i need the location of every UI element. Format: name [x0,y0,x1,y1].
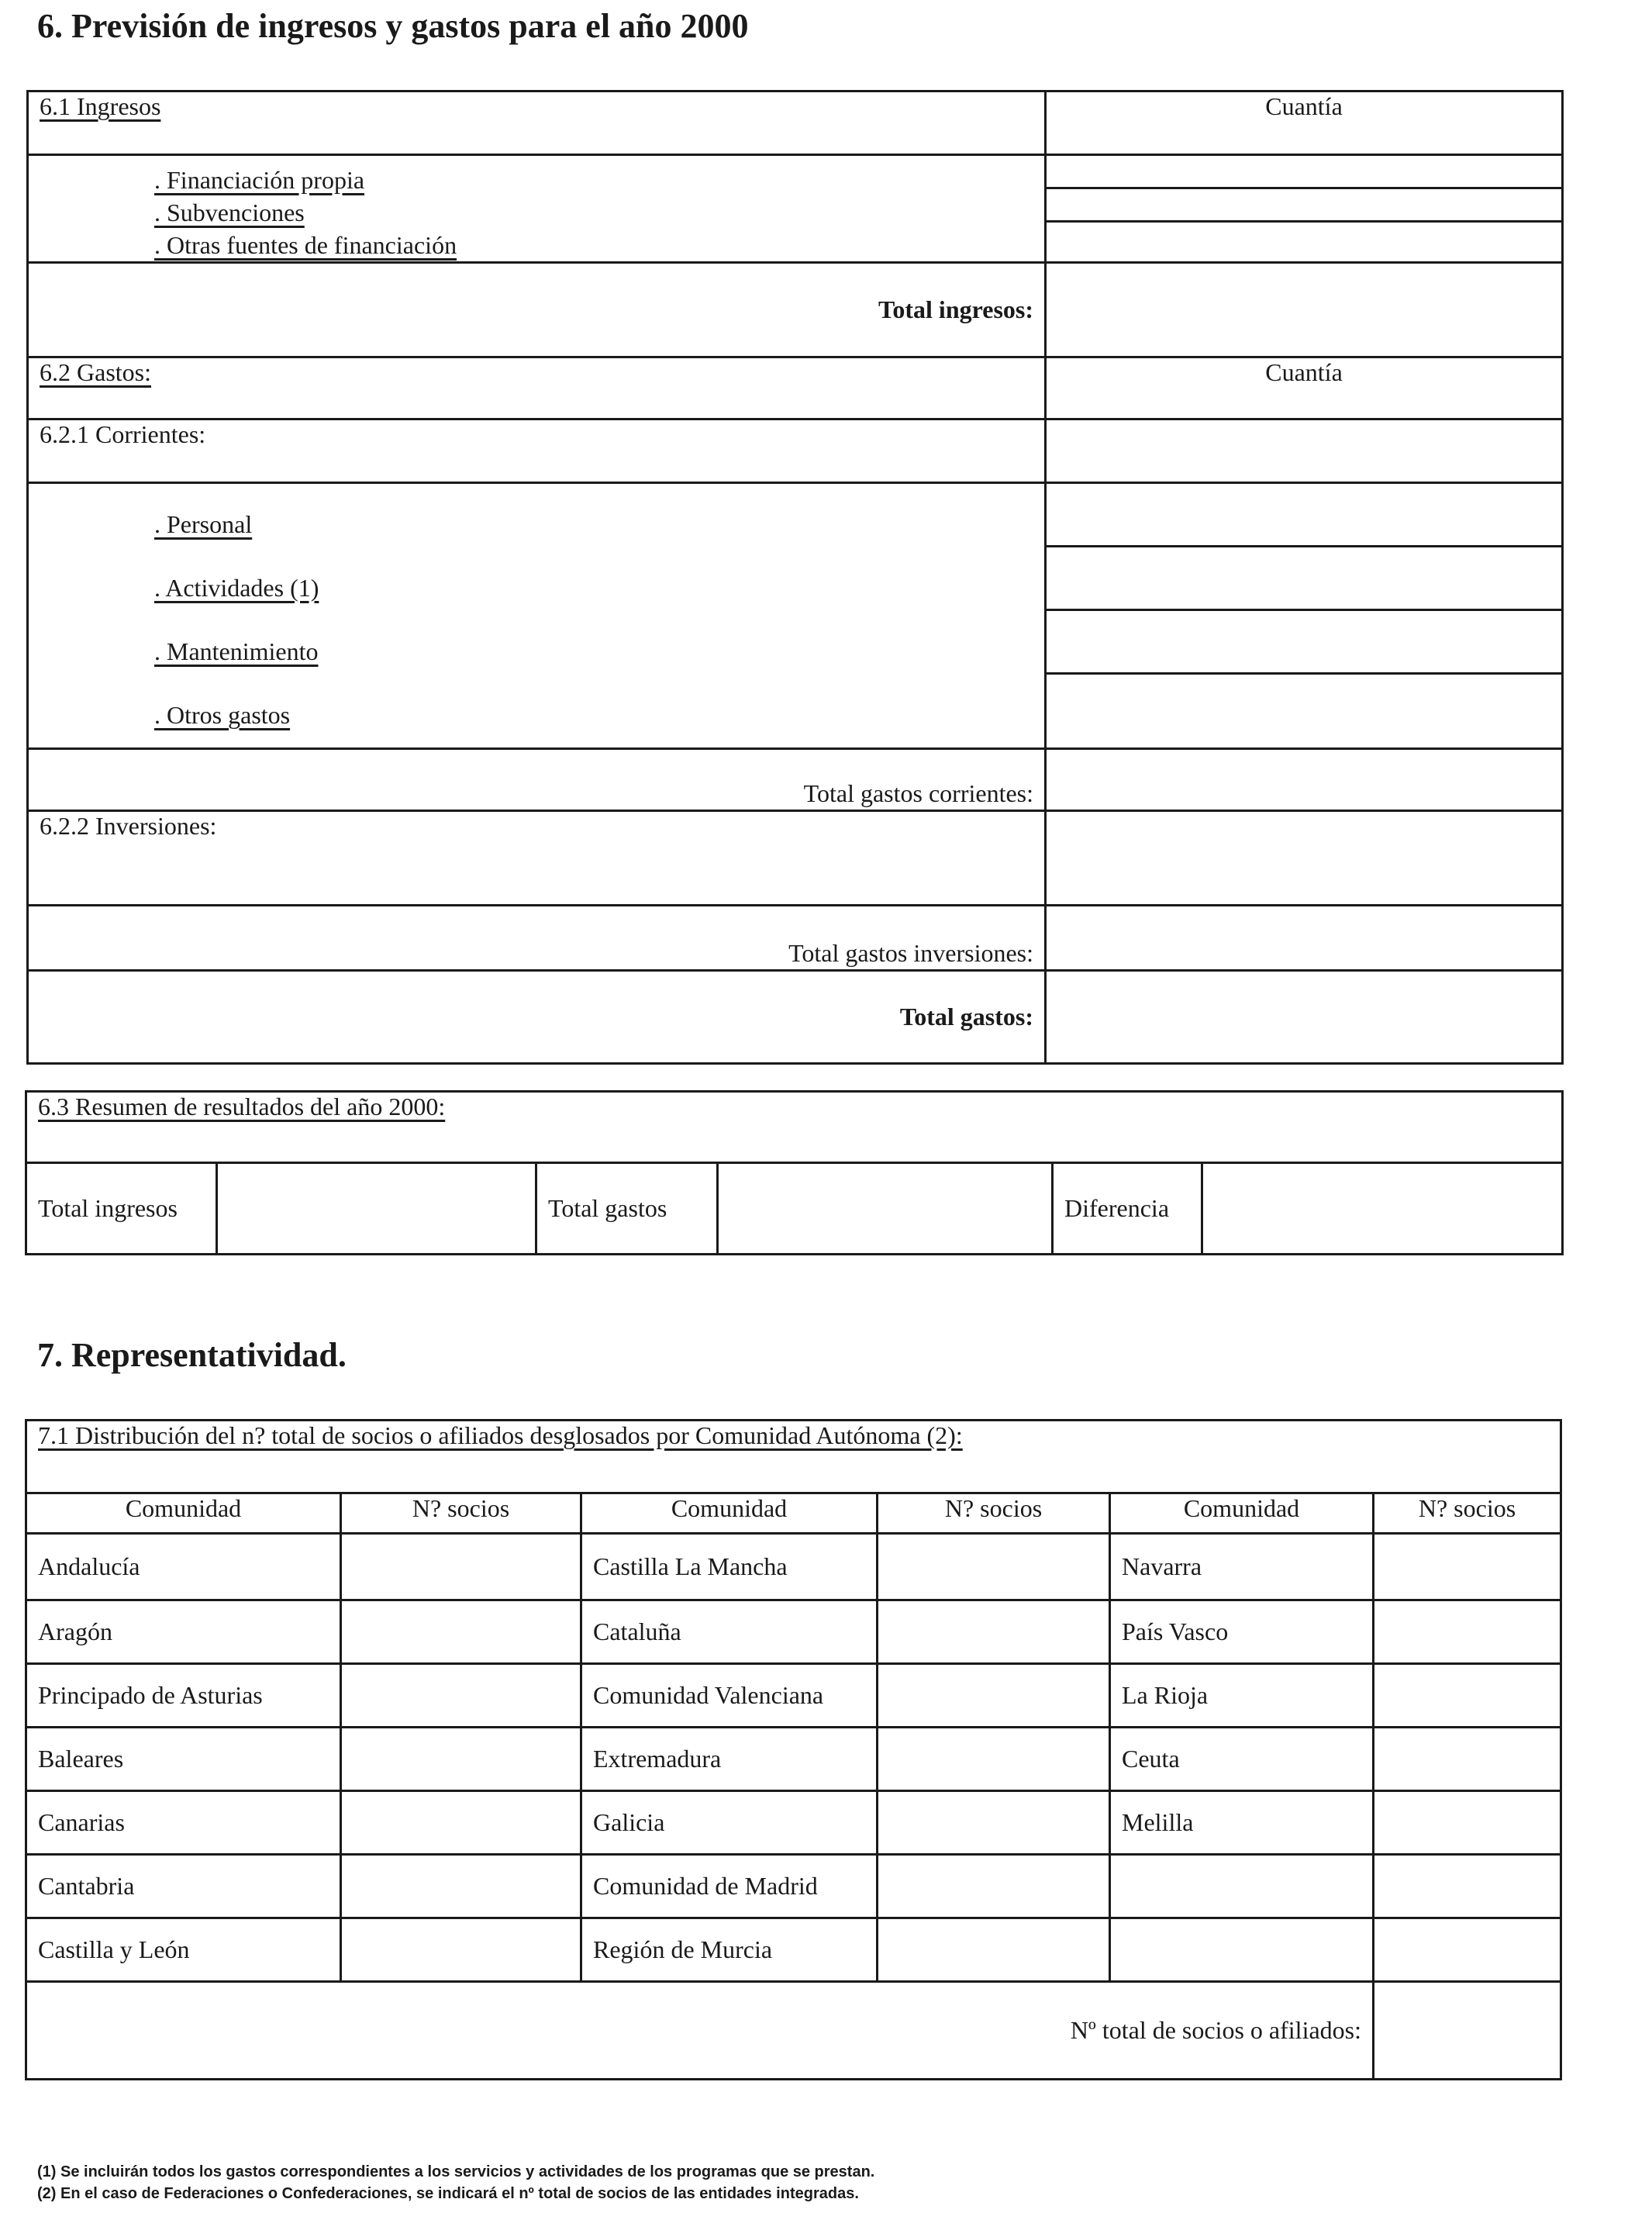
socios-count[interactable] [1374,1918,1561,1982]
socios-count[interactable] [341,1534,581,1600]
col-socios: N? socios [1374,1493,1561,1534]
corrientes-value[interactable] [1046,419,1563,483]
socios-count[interactable] [1374,1791,1561,1855]
footnotes [37,2161,874,2204]
socios-count[interactable] [341,1728,581,1791]
socios-count[interactable] [341,1664,581,1728]
total-ingresos-value[interactable] [1046,263,1563,357]
ingresos-amount-cells[interactable] [1046,155,1563,263]
socios-count[interactable] [1374,1855,1561,1918]
resumen-total-ingresos-value[interactable] [217,1163,536,1255]
socios-count[interactable] [878,1534,1110,1600]
comunidad-name: Melilla [1110,1791,1374,1855]
total-gastos-label: Total gastos: [28,971,1046,1064]
comunidad-name: Extremadura [581,1728,878,1791]
ingresos-item: . Subvenciones [154,199,305,226]
comunidad-name: La Rioja [1110,1664,1374,1728]
comunidad-name: Aragón [26,1600,341,1664]
comunidad-name: Cataluña [581,1600,878,1664]
comunidad-name: Comunidad Valenciana [581,1664,878,1728]
socios-row [26,1664,1561,1728]
ingresos-item: . Financiación propia [154,166,365,194]
total-corrientes-value[interactable] [1046,749,1563,811]
col-comunidad: Comunidad [26,1493,341,1534]
comunidad-name [1110,1855,1374,1918]
comunidad-name: Castilla y León [26,1918,341,1982]
socios-count[interactable] [878,1791,1110,1855]
socios-count[interactable] [878,1664,1110,1728]
socios-row [26,1791,1561,1855]
footnote-1: (1) Se incluirán todos los gastos correspondientes a los servicios y actividades de los programas que se prestan. [37,2163,875,2180]
resumen-diferencia-value[interactable] [1202,1163,1563,1255]
comunidad-name: Navarra [1110,1534,1374,1600]
comunidad-name: Galicia [581,1791,878,1855]
section-7-title: 7. Representatividad. [37,1336,347,1374]
comunidad-name: País Vasco [1110,1600,1374,1664]
socios-count[interactable] [341,1855,581,1918]
socios-row [26,1534,1561,1600]
comunidad-name [1110,1918,1374,1982]
footnote-2: (2) En el caso de Federaciones o Confederaciones, se indicará el nº total de socios de las entidades integradas. [37,2185,859,2202]
socios-count[interactable] [341,1600,581,1664]
corrientes-header: 6.2.1 Corrientes: [28,419,1046,483]
col-comunidad: Comunidad [581,1493,878,1534]
corrientes-item: . Mantenimiento [154,637,319,665]
socios-count[interactable] [878,1728,1110,1791]
comunidad-name: Baleares [26,1728,341,1791]
total-corrientes-label: Total gastos corrientes: [28,749,1046,811]
resumen-header: 6.3 Resumen de resultados del año 2000: [26,1092,1563,1163]
socios-row [26,1728,1561,1791]
socios-count[interactable] [1374,1664,1561,1728]
resumen-total-gastos-label: Total gastos [536,1163,718,1255]
total-inversiones-label: Total gastos inversiones: [28,906,1046,971]
resumen-total-gastos-value[interactable] [718,1163,1053,1255]
corrientes-item: . Actividades (1) [154,574,319,602]
comunidad-name: Ceuta [1110,1728,1374,1791]
socios-count[interactable] [341,1918,581,1982]
comunidad-name: Castilla La Mancha [581,1534,878,1600]
socios-count[interactable] [878,1918,1110,1982]
section-6-title: 6. Previsión de ingresos y gastos para el año 2000 [37,7,749,45]
socios-total-value[interactable] [1374,1982,1561,2080]
corrientes-amount-cells[interactable] [1046,483,1563,749]
comunidad-name: Comunidad de Madrid [581,1855,878,1918]
comunidad-name: Andalucía [26,1534,341,1600]
socios-count[interactable] [1374,1600,1561,1664]
socios-total-label: Nº total de socios o afiliados: [26,1982,1374,2080]
socios-count[interactable] [878,1855,1110,1918]
gastos-header: 6.2 Gastos: [28,357,1046,419]
socios-header: 7.1 Distribución del n? total de socios o afiliados desglosados por Comunidad Autónoma (2): [26,1421,1561,1493]
socios-row [26,1855,1561,1918]
socios-count[interactable] [878,1600,1110,1664]
ingresos-amount-header: Cuantía [1046,91,1563,155]
socios-count[interactable] [1374,1534,1561,1600]
socios-row [26,1600,1561,1664]
comunidad-name: Región de Murcia [581,1918,878,1982]
corrientes-item: . Personal [154,510,253,538]
resumen-total-ingresos-label: Total ingresos [26,1163,217,1255]
comunidad-name: Canarias [26,1791,341,1855]
ingresos-item: . Otras fuentes de financiación [154,231,457,259]
socios-table [25,1419,1562,2080]
inversiones-header: 6.2.2 Inversiones: [28,811,1046,906]
socios-count[interactable] [1374,1728,1561,1791]
ingresos-gastos-table [26,90,1564,1065]
inversiones-value[interactable] [1046,811,1563,906]
gastos-amount-header: Cuantía [1046,357,1563,419]
col-comunidad: Comunidad [1110,1493,1374,1534]
socios-count[interactable] [341,1791,581,1855]
corrientes-item: . Otros gastos [154,701,291,729]
col-socios: N? socios [341,1493,581,1534]
ingresos-header: 6.1 Ingresos [28,91,1046,155]
col-socios: N? socios [878,1493,1110,1534]
total-inversiones-value[interactable] [1046,906,1563,971]
comunidad-name: Principado de Asturias [26,1664,341,1728]
socios-row [26,1918,1561,1982]
comunidad-name: Cantabria [26,1855,341,1918]
resumen-diferencia-label: Diferencia [1053,1163,1202,1255]
resumen-table [25,1090,1564,1255]
total-ingresos-label: Total ingresos: [28,263,1046,357]
ingresos-items [28,155,1046,263]
total-gastos-value[interactable] [1046,971,1563,1064]
corrientes-items [28,483,1046,749]
